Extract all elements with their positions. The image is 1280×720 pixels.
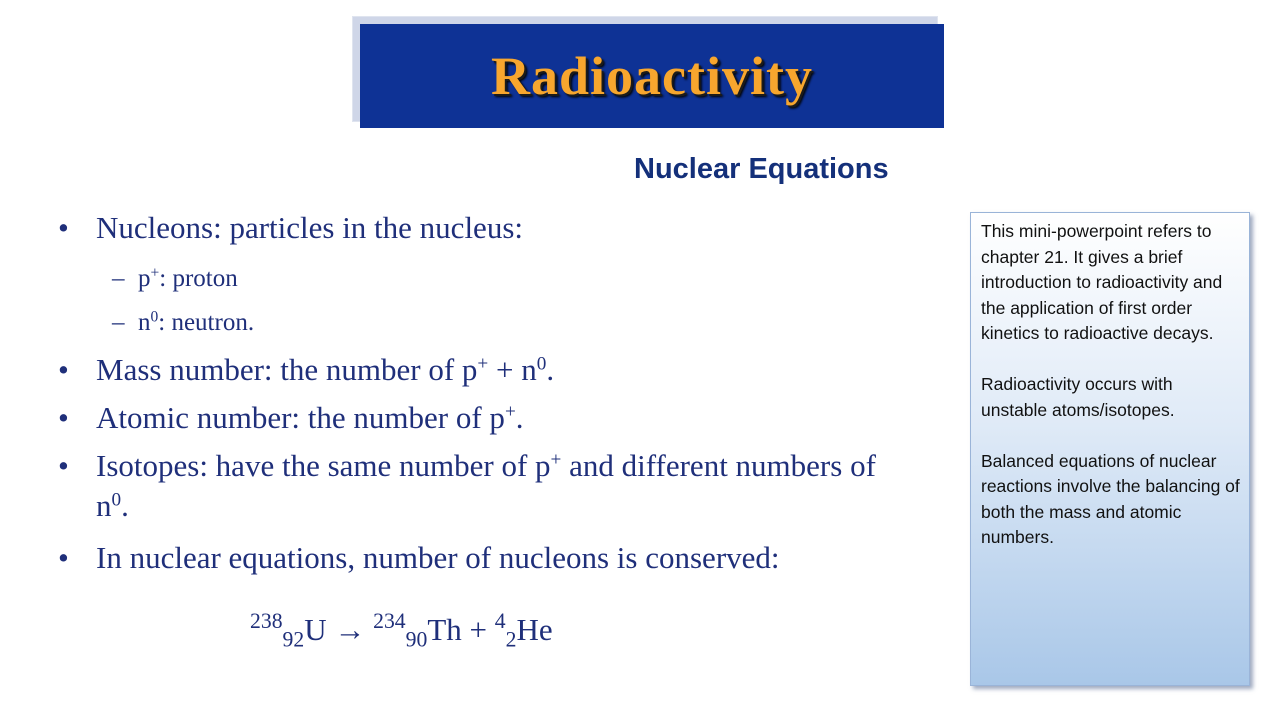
helium-symbol: He — [516, 612, 553, 647]
dash-icon: – — [112, 309, 125, 336]
dash-icon: – — [112, 265, 125, 292]
bullet-icon: • — [58, 540, 69, 575]
bullet-atomic-number: • Atomic number: the number of p+. — [58, 398, 958, 438]
uranium-symbol: U — [304, 612, 327, 647]
thorium-mass-number: 234 — [373, 609, 406, 634]
title-banner — [360, 24, 944, 128]
bullet-icon: • — [58, 210, 69, 245]
bullet-icon: • — [58, 352, 69, 387]
uranium-mass-number: 238 — [250, 609, 283, 634]
slide-subtitle: Nuclear Equations — [634, 153, 889, 185]
note-paragraph-intro: This mini-powerpoint refers to chapter 21. It gives a brief introduction to radioactivity and the application of first order kinetics to radioactive decays. — [981, 221, 1223, 343]
bullet-isotopes: • Isotopes: have the same number of p+ and different numbers of $n^0$. — [58, 448, 876, 523]
note-paragraph-unstable: Radioactivity occurs with unstable atoms/isotopes. — [981, 374, 1175, 420]
bullet-conserved: • In nuclear equations, number of nucleons is conserved: — [58, 538, 958, 578]
thorium-symbol: Th — [427, 612, 462, 647]
uranium-atomic-number: 92 — [282, 627, 305, 652]
bullet-mass-number: • Mass number: the number of $p^+ + n^0$. — [58, 350, 958, 390]
nuclear-equation — [250, 609, 553, 652]
notes-callout — [970, 212, 1250, 686]
bullet-icon: • — [58, 400, 69, 435]
thorium-atomic-number: 90 — [405, 627, 428, 652]
bullet-list — [58, 208, 958, 592]
subbullet-proton: – p+: proton — [58, 262, 958, 296]
arrow-icon: → — [334, 612, 366, 647]
bullet-text: Nucleons: particles in the nucleus: — [96, 210, 523, 245]
bullet-icon: • — [58, 448, 69, 483]
slide-title: Radioactivity — [491, 46, 813, 106]
subbullet-neutron: – $n^0$: neutron. — [58, 306, 958, 340]
helium-mass-number: 4 — [494, 609, 506, 634]
helium-atomic-number: 2 — [505, 627, 517, 652]
plus-sign: + — [469, 612, 487, 647]
note-paragraph-balanced: Balanced equations of nuclear reactions involve the balancing of both the mass and atomic numbers. — [981, 450, 1240, 547]
bullet-nucleons — [58, 208, 958, 248]
